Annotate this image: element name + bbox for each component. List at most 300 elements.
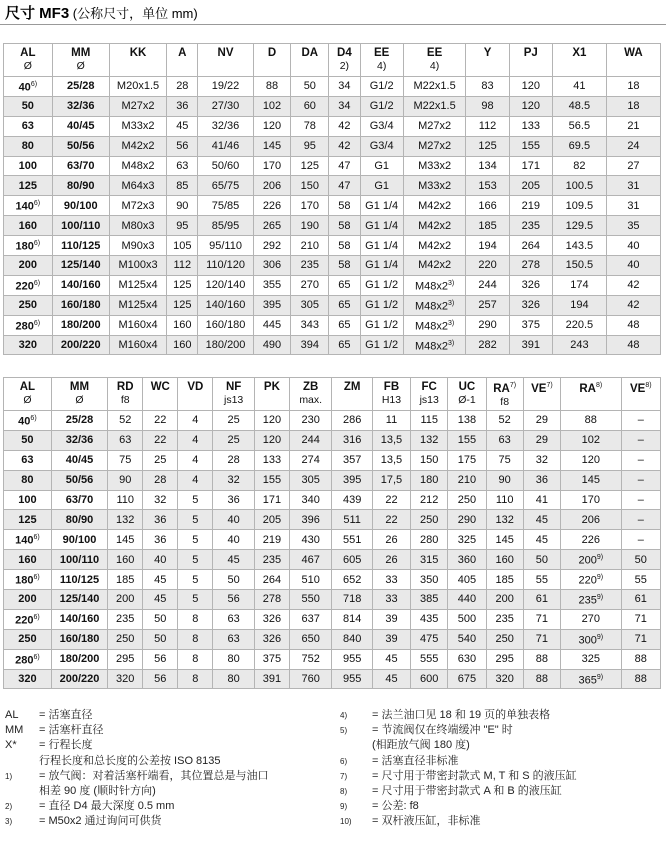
cell-value: 63	[21, 120, 34, 133]
cell-value: 33	[385, 593, 398, 606]
table-cell	[621, 530, 660, 550]
cell-value: M42x2	[418, 199, 452, 212]
table-row	[4, 609, 661, 629]
column-header	[198, 44, 253, 77]
table-cell	[108, 530, 143, 550]
table-cell	[509, 176, 552, 196]
cell-value: 326	[262, 633, 282, 646]
table-cell	[109, 96, 166, 116]
column-header	[621, 378, 660, 411]
table-cell	[403, 176, 466, 196]
table-row	[4, 430, 661, 450]
table-cell	[213, 590, 254, 610]
footnote-ref: 8)	[645, 382, 652, 390]
table-cell	[289, 649, 332, 669]
cell-value: 25	[154, 454, 167, 467]
cell-value: 47	[338, 179, 351, 192]
footnote-ref: 6)	[33, 534, 40, 542]
table-row	[4, 196, 661, 216]
table-cell	[486, 450, 523, 470]
table-cell	[552, 256, 606, 276]
column-header	[253, 44, 291, 77]
table-cell	[360, 96, 403, 116]
cell-value: M48x2	[414, 320, 448, 333]
cell-value: G1 1/4	[365, 219, 399, 232]
cell-value: 274	[301, 454, 320, 467]
footnote-ref: 7)	[546, 382, 553, 390]
cell-value: 34	[338, 100, 351, 113]
column-header-label: NV	[217, 47, 234, 59]
cell-value: 250	[457, 494, 477, 506]
cell-value: 185	[495, 573, 514, 586]
column-header-unit	[110, 60, 166, 73]
cell-value: M42x2	[418, 219, 452, 232]
cell-value: 264	[521, 239, 540, 252]
cell-value: 630	[457, 653, 477, 666]
cell-value: 32/36	[66, 100, 95, 113]
column-header	[411, 378, 448, 411]
cell-value: 112	[173, 259, 192, 272]
table-cell	[51, 570, 107, 590]
footnote	[340, 814, 662, 829]
cell-value: 752	[301, 653, 320, 666]
table-cell	[291, 156, 329, 176]
cell-value: 350	[420, 573, 439, 586]
cell-value: G1 1/4	[365, 199, 399, 212]
cell-value: 125	[18, 513, 37, 526]
table-cell	[411, 411, 448, 431]
cell-value: 391	[262, 673, 282, 686]
table-cell	[552, 176, 606, 196]
cell-value: 235	[495, 613, 514, 626]
page-title-bold: 尺寸 MF3	[5, 5, 70, 22]
column-header-label: VD	[187, 381, 204, 393]
cell-value: 125/140	[59, 593, 100, 606]
cell-value: 5	[192, 553, 199, 566]
cell-value: 63	[176, 160, 189, 172]
cell-value: 80/90	[65, 513, 94, 526]
table-cell	[289, 590, 332, 610]
cell-value: 22	[385, 513, 398, 526]
cell-value: 40	[627, 259, 640, 272]
table-cell	[372, 450, 410, 470]
table-cell	[254, 430, 289, 450]
cell-value: 50	[154, 633, 167, 646]
cell-value: G3/4	[369, 140, 394, 153]
table-cell	[486, 590, 523, 610]
cell-value: 133	[262, 454, 282, 467]
cell-value: 80/90	[66, 179, 95, 192]
table-cell	[606, 136, 660, 156]
cell-value: 90	[176, 199, 189, 212]
table-cell	[254, 490, 289, 510]
cell-value: 219	[521, 199, 540, 212]
cell-value: 112	[478, 120, 497, 133]
column-header-unit	[167, 60, 197, 73]
cell-value: 58	[338, 219, 351, 232]
table-cell	[372, 669, 410, 689]
cell-value: 109.5	[565, 199, 594, 212]
cell-value: 42	[338, 120, 351, 133]
table-cell	[213, 550, 254, 570]
cell-value: 5	[192, 513, 199, 526]
table-cell	[254, 590, 289, 610]
table-cell	[4, 315, 53, 335]
cell-value: 439	[342, 494, 362, 506]
footnote-ref: 9)	[596, 594, 604, 602]
table-cell	[523, 530, 560, 550]
cell-value: 32/36	[211, 120, 240, 133]
cell-value: 290	[478, 319, 497, 332]
cell-value: 160	[495, 553, 514, 566]
table-cell	[466, 335, 509, 355]
table-cell	[143, 510, 178, 530]
footnote	[340, 708, 662, 723]
table-cell	[178, 649, 213, 669]
table-cell	[509, 335, 552, 355]
cell-value: M64x3	[121, 179, 155, 192]
cell-value: 180/200	[59, 653, 100, 666]
cell-value: 200	[116, 593, 135, 606]
table-cell	[289, 430, 332, 450]
table-cell	[411, 490, 448, 510]
table-cell	[552, 136, 606, 156]
table-cell	[332, 649, 372, 669]
table-cell	[178, 570, 213, 590]
cell-value: 435	[420, 613, 439, 626]
cell-value: 41	[535, 494, 548, 506]
cell-value: 244	[478, 279, 497, 292]
table-cell	[109, 156, 166, 176]
cell-value: 200	[495, 593, 514, 606]
cell-value: 235	[262, 553, 282, 566]
cell-value: 40	[18, 81, 31, 94]
table-cell	[329, 216, 360, 236]
table-cell	[466, 236, 509, 256]
cell-value: 18	[627, 100, 640, 113]
cell-value: 95	[176, 219, 189, 232]
table-cell	[291, 236, 329, 256]
table-cell	[560, 530, 621, 550]
table-cell	[372, 411, 410, 431]
table-cell	[552, 116, 606, 136]
cell-value: 510	[301, 573, 320, 586]
cell-value: 22	[154, 414, 167, 427]
footnote-text: = M50x2 通过询问可供货	[39, 815, 162, 828]
table-cell	[143, 411, 178, 431]
cell-value: 278	[262, 593, 282, 606]
cell-value: M125x4	[118, 299, 158, 312]
table-cell	[289, 490, 332, 510]
table-cell	[372, 570, 410, 590]
table-cell	[291, 96, 329, 116]
column-header	[254, 378, 289, 411]
cell-value: 396	[301, 513, 320, 526]
cell-value: 171	[262, 494, 282, 506]
table-cell	[167, 196, 198, 216]
column-header-unit: Ø	[76, 60, 85, 72]
table-cell	[560, 411, 621, 431]
footnote	[340, 769, 662, 784]
cell-value: 80	[227, 673, 240, 686]
cell-value: 160	[18, 553, 37, 566]
cell-value: 270	[581, 613, 600, 626]
table-cell	[213, 570, 254, 590]
table-cell	[621, 490, 660, 510]
cell-value: 65	[338, 279, 351, 292]
column-header	[372, 378, 410, 411]
table-cell	[4, 156, 53, 176]
cell-value: 160/180	[60, 299, 101, 312]
table-cell	[466, 156, 509, 176]
table-cell	[4, 275, 53, 295]
table-cell	[52, 236, 109, 256]
cell-value: 391	[521, 339, 540, 352]
table-cell	[51, 530, 107, 550]
cell-value: 100	[18, 494, 37, 506]
cell-value: 4	[192, 434, 199, 447]
cell-value: 8	[192, 633, 199, 646]
table-cell	[198, 96, 253, 116]
cell-value: 212	[420, 494, 439, 506]
table-cell	[198, 77, 253, 97]
cell-value: M22x1.5	[413, 100, 456, 113]
table-cell	[109, 176, 166, 196]
table-cell	[291, 275, 329, 295]
cell-value: 39	[385, 633, 398, 646]
cell-value: 292	[262, 239, 282, 252]
table-cell	[254, 550, 289, 570]
table-cell	[523, 450, 560, 470]
cell-value: 180	[15, 574, 34, 587]
table-cell	[329, 96, 360, 116]
cell-value: 160/180	[59, 633, 100, 646]
cell-value: 32	[535, 454, 548, 467]
footnote-marker: X*	[5, 739, 17, 752]
table-row	[4, 490, 661, 510]
cell-value: M42x2	[418, 259, 452, 272]
table-cell	[509, 156, 552, 176]
table-header-row	[4, 44, 661, 77]
cell-value: 25/28	[66, 80, 95, 93]
cell-value: 36	[176, 100, 189, 113]
cell-value: 134	[478, 160, 497, 172]
column-header-label: PK	[263, 381, 280, 393]
table-cell	[51, 490, 107, 510]
table-cell	[52, 176, 109, 196]
cell-value: 315	[420, 553, 439, 566]
cell-value: 56.5	[568, 120, 591, 133]
cell-value: 90/100	[62, 533, 97, 546]
table-cell	[167, 96, 198, 116]
table-cell	[466, 77, 509, 97]
cell-value: 295	[116, 653, 135, 666]
cell-value: 36	[154, 533, 167, 546]
dimension-table-2	[3, 377, 661, 689]
column-header-label: DA	[301, 47, 319, 59]
cell-value: 160	[18, 219, 37, 232]
cell-value: 160	[173, 319, 192, 332]
column-header-label: VE	[531, 382, 547, 395]
cell-value: M160x4	[118, 319, 158, 332]
cell-value: 174	[570, 279, 589, 292]
table-cell	[403, 295, 466, 315]
cell-value: G1 1/4	[365, 239, 399, 252]
table-cell	[486, 510, 523, 530]
table-cell	[523, 510, 560, 530]
footnotes-right	[340, 708, 662, 830]
table-cell	[403, 315, 466, 335]
table-cell	[486, 470, 523, 490]
table-row	[4, 136, 661, 156]
cell-value: 71	[634, 633, 647, 646]
cell-value: 210	[457, 474, 477, 487]
cell-value: 180	[15, 240, 34, 253]
table-cell	[486, 629, 523, 649]
cell-value: 80	[227, 653, 240, 666]
cell-value: M33x2	[121, 120, 155, 133]
table-cell	[372, 609, 410, 629]
cell-value: 33	[385, 573, 398, 586]
table-cell	[289, 510, 332, 530]
table-cell	[332, 530, 372, 550]
cell-value: 132	[420, 434, 439, 447]
cell-value: 65	[338, 339, 351, 352]
table-cell	[4, 669, 52, 689]
table-cell	[4, 649, 52, 669]
table-cell	[291, 335, 329, 355]
column-header-label: ZB	[303, 381, 319, 393]
table-cell	[403, 335, 466, 355]
cell-value: 56	[227, 593, 240, 606]
table-cell	[213, 411, 254, 431]
table-cell	[52, 335, 109, 355]
cell-value: 65/75	[211, 179, 240, 192]
cell-value: 100/110	[59, 553, 100, 566]
table-cell	[213, 470, 254, 490]
cell-value: 175	[457, 454, 477, 467]
table-cell	[466, 96, 509, 116]
cell-value: 31	[627, 199, 640, 212]
table-cell	[198, 236, 253, 256]
cell-value: 56	[154, 653, 167, 666]
footnote-text: = 活塞直径非标准	[372, 754, 459, 767]
cell-value: 650	[301, 633, 320, 646]
table-cell	[360, 295, 403, 315]
column-header	[332, 378, 372, 411]
table-cell	[4, 570, 52, 590]
cell-value: 110/125	[61, 239, 101, 252]
footnote-text: = 法兰油口见 18 和 19 页的单独表格	[372, 709, 551, 721]
cell-value: M33x2	[418, 179, 452, 192]
table-cell	[253, 176, 291, 196]
cell-value: 129.5	[565, 219, 594, 232]
table-cell	[360, 136, 403, 156]
footnote-ref: 9)	[596, 633, 604, 641]
table-cell	[198, 156, 253, 176]
cell-value: 490	[262, 339, 282, 352]
cell-value: 250	[495, 633, 514, 646]
column-header-label: RA	[579, 382, 596, 395]
column-header-label: EE	[373, 47, 390, 59]
table-cell	[606, 77, 660, 97]
table-cell	[51, 430, 107, 450]
cell-value: 100.5	[565, 179, 594, 192]
table-cell	[403, 116, 466, 136]
table-cell	[552, 77, 606, 97]
table-cell	[606, 216, 660, 236]
table-cell	[178, 609, 213, 629]
cell-value: 71	[535, 633, 548, 646]
cell-value: 125	[173, 279, 192, 292]
cell-value: 220	[478, 259, 497, 272]
cell-value: 200/220	[59, 673, 100, 686]
table-cell	[109, 136, 166, 156]
column-header	[51, 378, 107, 411]
footnote-text: = 活塞直径	[39, 709, 93, 721]
cell-value: 500	[457, 613, 477, 626]
table-cell	[509, 216, 552, 236]
footnote-ref: 3)	[448, 280, 455, 288]
table-cell	[606, 256, 660, 276]
table-cell	[51, 590, 107, 610]
cell-value: 355	[262, 279, 282, 292]
table-cell	[332, 669, 372, 689]
cell-value: 50	[154, 613, 167, 626]
cell-value: 282	[478, 339, 497, 352]
cell-value: 63/70	[65, 494, 94, 506]
cell-value: 42	[338, 140, 351, 153]
table-cell	[332, 550, 372, 570]
table-cell	[552, 236, 606, 256]
table-cell	[466, 176, 509, 196]
cell-value: 955	[342, 653, 362, 666]
table-cell	[523, 490, 560, 510]
cell-value: G1/2	[369, 100, 394, 113]
table-cell	[552, 196, 606, 216]
table-row	[4, 550, 661, 570]
cell-value: 357	[342, 454, 362, 467]
column-header-label: RA	[493, 382, 510, 395]
cell-value: 145	[581, 474, 600, 487]
footnote-ref: 6)	[33, 319, 41, 327]
cell-value: 71	[634, 613, 647, 626]
table-cell	[167, 176, 198, 196]
cell-value: 160/180	[205, 319, 246, 332]
cell-value: 170	[262, 160, 282, 172]
footnote-marker: 6)	[340, 756, 348, 766]
table-row	[4, 77, 661, 97]
table-cell	[329, 275, 360, 295]
cell-value: 440	[457, 593, 477, 606]
cell-value: 145	[262, 140, 282, 153]
cell-value: 511	[343, 513, 361, 526]
table-cell	[213, 649, 254, 669]
table-cell	[621, 609, 660, 629]
footnote-marker: 3)	[5, 817, 13, 827]
cell-value: 40	[227, 533, 240, 546]
table-cell	[178, 470, 213, 490]
table-cell	[606, 275, 660, 295]
table-cell	[360, 236, 403, 256]
cell-value: –	[637, 494, 644, 506]
table-cell	[51, 649, 107, 669]
table-cell	[332, 430, 372, 450]
cell-value: 190	[300, 219, 319, 232]
cell-value: 430	[301, 533, 320, 546]
cell-value: 36	[535, 474, 548, 487]
table-cell	[329, 196, 360, 216]
